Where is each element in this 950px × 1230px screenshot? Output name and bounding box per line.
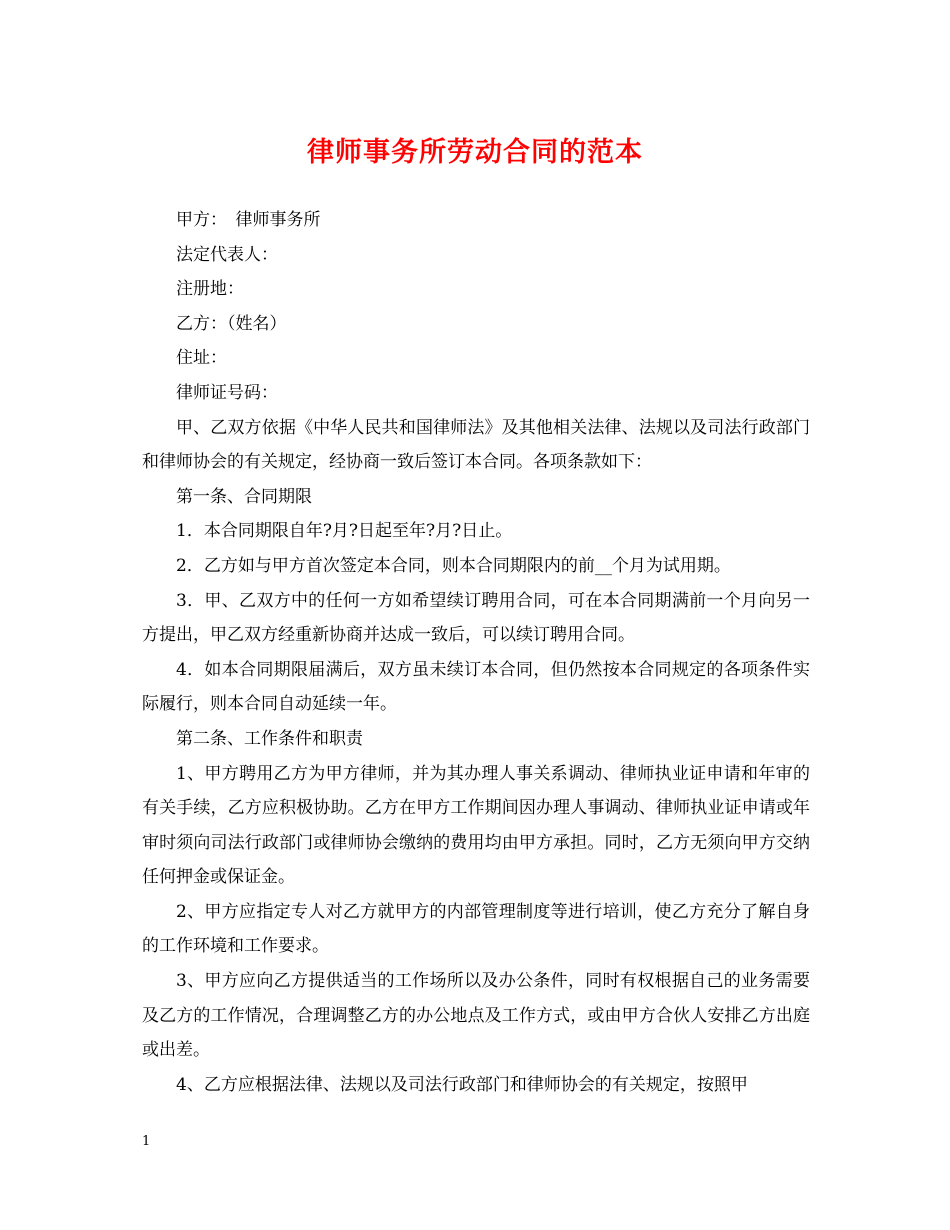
party-b-line: 乙方：（姓名） — [176, 313, 287, 334]
lawyer-license-line: 律师证号码： — [176, 382, 278, 403]
document-title: 律师事务所劳动合同的范本 — [307, 137, 643, 168]
article-1-clause-1: 1．本合同期限自年?月?日起至年?月?日止。 — [176, 521, 513, 542]
registered-address-line: 注册地： — [176, 279, 244, 300]
article-1-clause-4: 4．如本合同期限届满后，双方虽未续订本合同，但仍然按本合同规定的各项条件实际履行，则本合同自动延续一年。 — [142, 659, 810, 715]
article-1-heading: 第一条、合同期限 — [176, 486, 312, 507]
preamble-paragraph: 甲、乙双方依据《中华人民共和国律师法》及其他相关法律、法规以及司法行政部门和律师协会的有关规定，经协商一致后签订本合同。各项条款如下： — [142, 417, 810, 473]
party-a-line: 甲方： 律师事务所 — [176, 210, 321, 230]
article-2-heading: 第二条、工作条件和职责 — [176, 728, 363, 749]
article-2-clause-3: 3、甲方应向乙方提供适当的工作场所以及办公条件，同时有权根据自己的业务需要及乙方的工作情况，合理调整乙方的办公地点及工作方式，或由甲方合伙人安排乙方出庭或出差。 — [142, 971, 810, 1061]
article-2-clause-4: 4、乙方应根据法律、法规以及司法行政部门和律师协会的有关规定，按照甲 — [176, 1074, 748, 1095]
article-1-clause-3: 3．甲、乙双方中的任何一方如希望续订聘用合同，可在本合同期满前一个月向另一方提出，甲乙双方经重新协商并达成一致后，可以续订聘用合同。 — [142, 590, 810, 646]
article-2-clause-2: 2、甲方应指定专人对乙方就甲方的内部管理制度等进行培训，使乙方充分了解自身的工作环境和工作要求。 — [142, 901, 810, 957]
document-body — [142, 203, 810, 1102]
article-2-clause-1: 1、甲方聘用乙方为甲方律师，并为其办理人事关系调动、律师执业证申请和年审的有关手续，乙方应积极协助。乙方在甲方工作期间因办理人事调动、律师执业证申请或年审时须向司法行政部门或律师协会缴纳的费用均由甲方承担。同时，乙方无须向甲方交纳任何押金或保证金。 — [142, 763, 810, 888]
article-1-clause-2: 2．乙方如与甲方首次签定本合同，则本合同期限内的前__个月为试用期。 — [176, 555, 731, 576]
page-number: 1 — [142, 1134, 151, 1149]
address-line: 住址： — [176, 348, 227, 369]
legal-representative-line: 法定代表人： — [176, 244, 278, 265]
